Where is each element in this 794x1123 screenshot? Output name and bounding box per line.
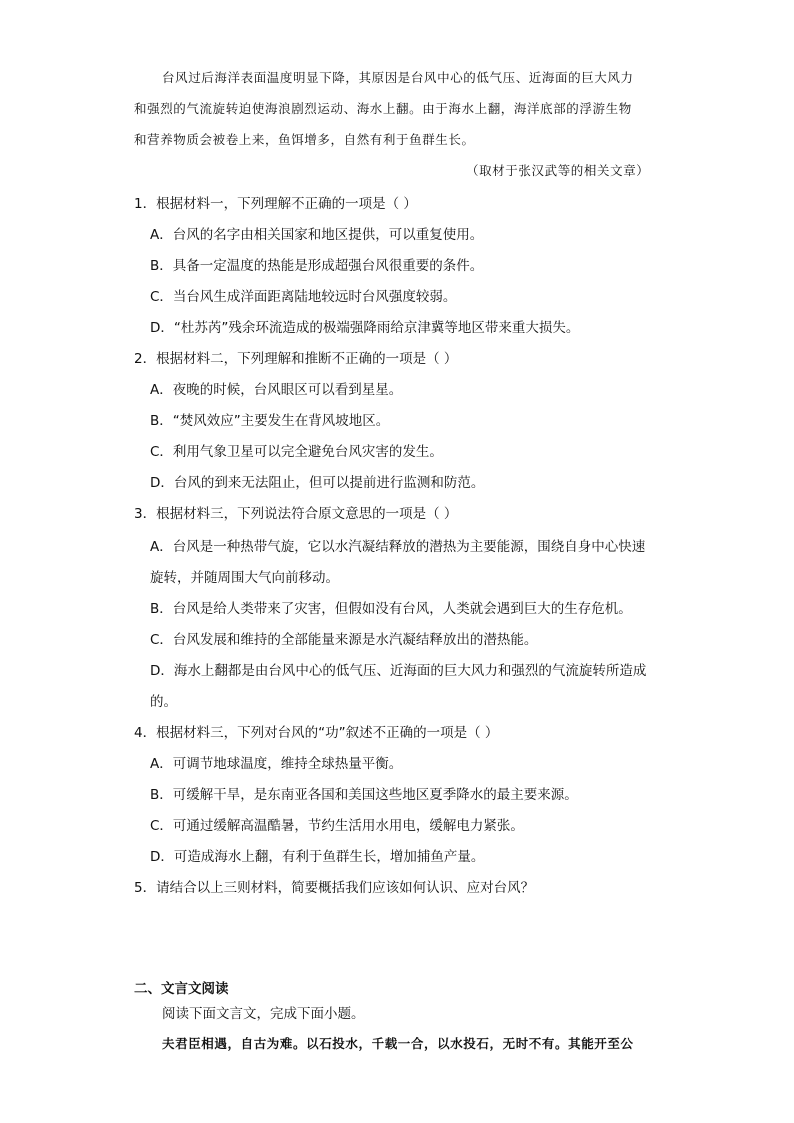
question-4-option-b: B．可缓解干旱，是东南亚各国和美国这些地区夏季降水的最主要来源。: [150, 787, 578, 803]
question-2-option-a: A．夜晚的时候，台风眼区可以看到星星。: [150, 382, 403, 398]
question-3-option-b: B．台风是给人类带来了灾害，但假如没有台风，人类就会遇到巨大的生存危机。: [150, 601, 632, 617]
question-2-option-d: D．台风的到来无法阻止，但可以提前进行监测和防范。: [150, 475, 485, 491]
question-2-option-b: B．“焚风效应”主要发生在背风坡地区。: [150, 413, 390, 429]
classical-text-line: 夫君臣相遇，自古为难。以石投水，千载一合，以水投石，无时不有。其能开至公: [162, 1036, 634, 1051]
question-1-option-a: A．台风的名字由相关国家和地区提供，可以重复使用。: [150, 227, 484, 243]
question-3-stem: 3．根据材料三，下列说法符合原文意思的一项是（ ）: [134, 506, 458, 522]
passage-line-1: 台风过后海洋表面温度明显下降，其原因是台风中心的低气压、近海面的巨大风力: [162, 70, 634, 85]
question-4-option-d: D．可造成海水上翻，有利于鱼群生长，增加捕鱼产量。: [150, 849, 485, 865]
question-2-option-c: C．利用气象卫星可以完全避免台风灾害的发生。: [150, 444, 443, 460]
section-instruction: 阅读下面文言文，完成下面小题。: [162, 1006, 365, 1022]
question-3-option-c: C．台风发展和维持的全部能量来源是水汽凝结释放出的潜热能。: [150, 632, 538, 648]
section-heading: 二、文言文阅读: [134, 981, 229, 997]
question-4-option-a: A．可调节地球温度，维持全球热量平衡。: [150, 756, 403, 772]
passage-line-3: 和营养物质会被卷上来，鱼饵增多，自然有利于鱼群生长。: [134, 132, 475, 147]
question-3-option-a: A．台风是一种热带气旋，它以水汽凝结释放的潜热为主要能源，围绕自身中心快速: [150, 539, 646, 555]
passage-line-2: 和强烈的气流旋转迫使海浪剧烈运动、海水上翻。由于海水上翻，海洋底部的浮游生物: [134, 101, 632, 116]
question-1-option-c: C．当台风生成洋面距离陆地较远时台风强度较弱。: [150, 289, 457, 305]
question-1-stem: 1．根据材料一，下列理解不正确的一项是（ ）: [134, 196, 417, 212]
question-3-option-a-cont: 旋转，并随周围大气向前移动。: [150, 570, 339, 586]
question-1-option-b: B．具备一定温度的热能是形成超强台风很重要的条件。: [150, 258, 484, 274]
question-2-stem: 2．根据材料二，下列理解和推断不正确的一项是（ ）: [134, 351, 458, 367]
question-1-option-d: D．“杜苏芮”残余环流造成的极端强降雨给京津冀等地区带来重大损失。: [150, 320, 580, 336]
question-3-option-d: D．海水上翻都是由台风中心的低气压、近海面的巨大风力和强烈的气流旋转所造成: [150, 663, 647, 679]
question-4-stem: 4．根据材料三，下列对台风的“功”叙述不正确的一项是（ ）: [134, 725, 499, 741]
question-3-option-d-cont: 的。: [150, 694, 177, 710]
passage-source: （取材于张汉武等的相关文章）: [466, 163, 650, 178]
question-4-option-c: C．可通过缓解高温酷暑，节约生活用水用电，缓解电力紧张。: [150, 818, 524, 834]
question-5-stem: 5．请结合以上三则材料，简要概括我们应该如何认识、应对台风？: [134, 880, 535, 896]
